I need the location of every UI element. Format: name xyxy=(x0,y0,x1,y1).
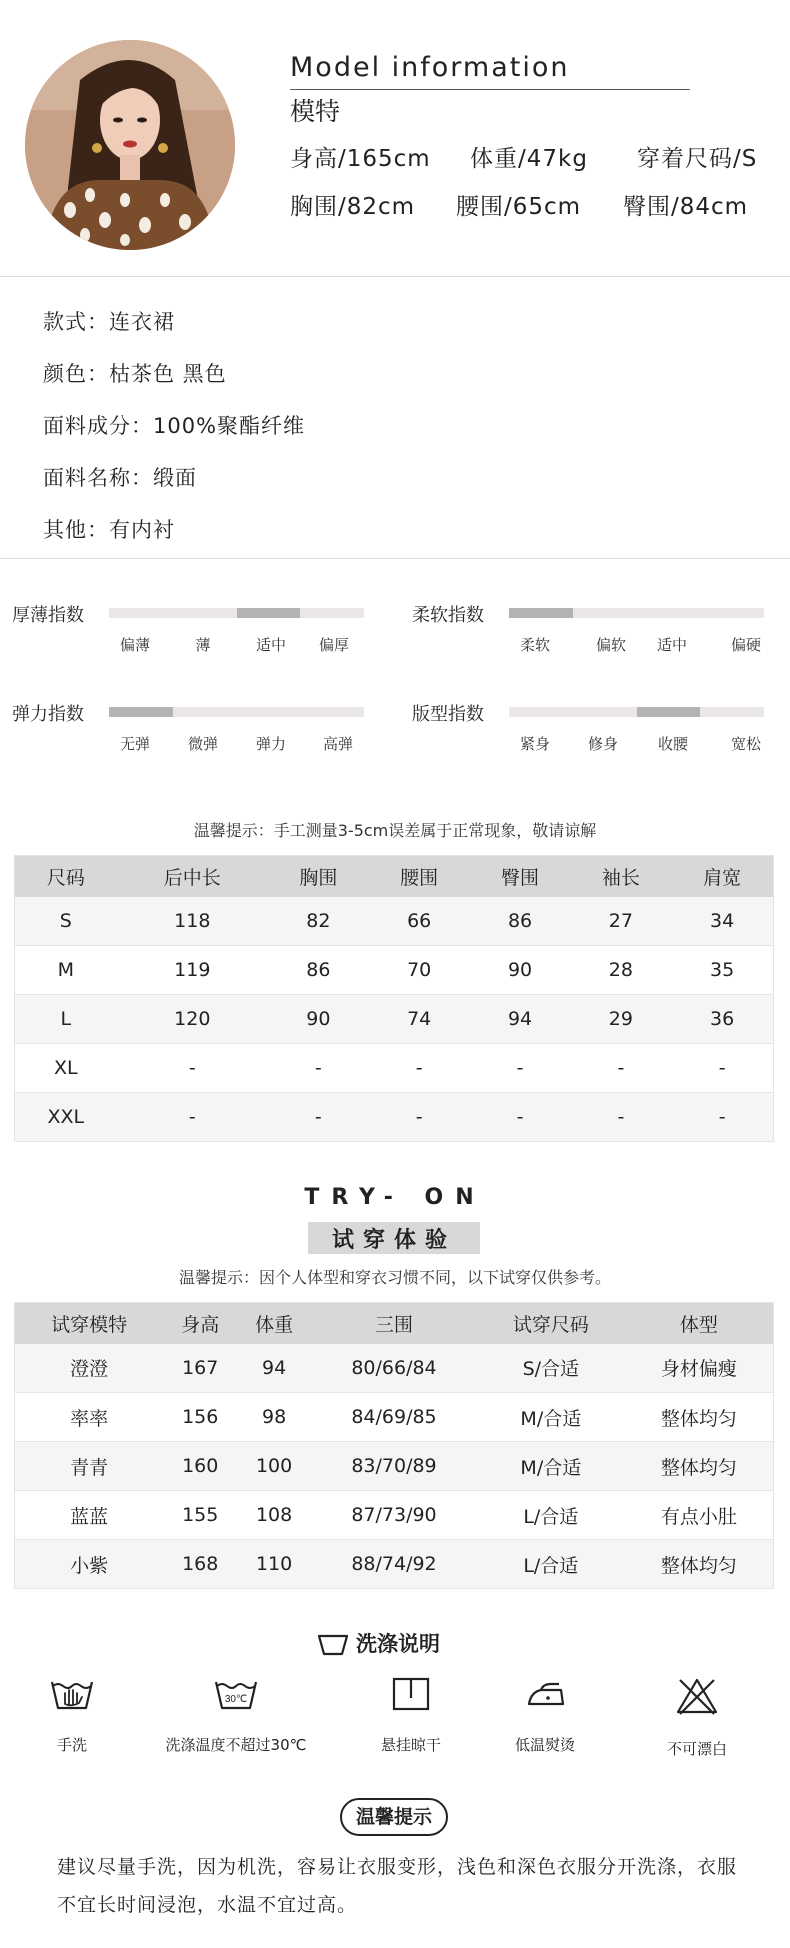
table-cell: 167 xyxy=(163,1344,237,1393)
thickness-option: 偏薄 xyxy=(119,636,151,654)
table-cell: - xyxy=(671,1044,773,1093)
softness-index-label: 柔软指数 xyxy=(412,605,484,626)
model-bust: 胸围/82cm xyxy=(290,194,416,220)
table-header-cell: 胸围 xyxy=(268,856,369,897)
table-cell: - xyxy=(268,1044,369,1093)
table-row xyxy=(15,1344,774,1393)
table-row xyxy=(15,1491,774,1540)
fit-index-label: 版型指数 xyxy=(412,704,484,725)
elasticity-index-track xyxy=(109,707,364,717)
table-cell: - xyxy=(470,1044,571,1093)
table-cell: 110 xyxy=(237,1540,311,1589)
table-cell: M/合适 xyxy=(477,1442,625,1491)
tips-text: 建议尽量手洗，因为机洗，容易让衣服变形，浅色和深色衣服分开洗涤，衣服不宜长时间浸泡，水温不宜过高。 xyxy=(57,1856,738,1916)
table-cell: 119 xyxy=(117,946,268,995)
table-cell: 率率 xyxy=(15,1393,164,1442)
table-cell: 120 xyxy=(117,995,268,1044)
softness-option: 偏硬 xyxy=(730,636,762,654)
table-cell: L/合适 xyxy=(477,1540,625,1589)
elasticity-index-label: 弹力指数 xyxy=(12,704,84,725)
thickness-index-track xyxy=(109,608,364,618)
table-cell: 28 xyxy=(570,946,671,995)
table-cell: 整体均匀 xyxy=(625,1393,774,1442)
table-cell: 小紫 xyxy=(15,1540,164,1589)
table-cell: S/合适 xyxy=(477,1344,625,1393)
model-info-title: Model information xyxy=(290,52,570,83)
table-cell: L/合适 xyxy=(477,1491,625,1540)
table-cell: 29 xyxy=(570,995,671,1044)
fit-index-track xyxy=(509,707,764,717)
table-header-cell: 三围 xyxy=(311,1303,477,1344)
table-cell: XL xyxy=(15,1044,117,1093)
table-row xyxy=(15,1442,774,1491)
table-cell: - xyxy=(117,1093,268,1142)
table-cell: 34 xyxy=(671,897,773,946)
model-size: 穿着尺码/S xyxy=(637,146,758,172)
table-cell: 70 xyxy=(369,946,470,995)
table-row xyxy=(15,1393,774,1442)
table-cell: S xyxy=(15,897,117,946)
detail-style: 款式：连衣裙 xyxy=(43,310,175,334)
detail-fabric: 面料名称：缎面 xyxy=(43,466,197,490)
table-cell: 98 xyxy=(237,1393,311,1442)
table-cell: 35 xyxy=(671,946,773,995)
table-row xyxy=(15,946,774,995)
thickness-index-label: 厚薄指数 xyxy=(12,605,84,626)
section-divider xyxy=(0,276,790,277)
table-cell: - xyxy=(369,1093,470,1142)
table-cell: 94 xyxy=(470,995,571,1044)
basin-icon xyxy=(318,1633,348,1657)
elasticity-option: 微弹 xyxy=(187,735,219,753)
tryon-title-cn: 试穿体验 xyxy=(331,1228,456,1253)
washing-title: 洗涤说明 xyxy=(356,1632,440,1656)
softness-index-track xyxy=(509,608,764,618)
table-cell: 118 xyxy=(117,897,268,946)
table-header-cell: 体型 xyxy=(625,1303,774,1344)
no-bleach-label: 不可漂白 xyxy=(666,1740,727,1758)
tryon-table xyxy=(14,1302,774,1589)
table-header-cell: 尺码 xyxy=(15,856,117,897)
thickness-option: 适中 xyxy=(255,636,287,654)
table-cell: - xyxy=(268,1093,369,1142)
table-header-cell: 臀围 xyxy=(470,856,571,897)
model-portrait-image xyxy=(25,40,235,250)
table-cell: 87/73/90 xyxy=(311,1491,477,1540)
table-header-cell: 试穿模特 xyxy=(15,1303,164,1344)
detail-composition: 面料成分：100%聚酯纤维 xyxy=(43,414,306,438)
section-divider xyxy=(0,558,790,559)
table-cell: 身材偏瘦 xyxy=(625,1344,774,1393)
table-header-cell: 体重 xyxy=(237,1303,311,1344)
table-cell: 94 xyxy=(237,1344,311,1393)
table-cell: - xyxy=(570,1044,671,1093)
fit-index-indicator xyxy=(637,707,701,717)
table-cell: 108 xyxy=(237,1491,311,1540)
table-cell: 86 xyxy=(470,897,571,946)
wash-30-label: 洗涤温度不超过30℃ xyxy=(165,1736,307,1754)
care-item-wash-30 xyxy=(156,1676,316,1755)
table-header-cell: 肩宽 xyxy=(671,856,773,897)
thickness-index-indicator xyxy=(237,608,301,618)
table-row xyxy=(15,897,774,946)
fit-option: 紧身 xyxy=(519,735,551,753)
hang-dry-icon xyxy=(391,1676,431,1712)
model-info-subtitle: 模特 xyxy=(290,97,341,126)
softness-index-indicator xyxy=(509,608,573,618)
table-cell: 36 xyxy=(671,995,773,1044)
table-row xyxy=(15,1093,774,1142)
wash-30-icon xyxy=(214,1676,258,1712)
care-item-hand-wash xyxy=(0,1676,152,1755)
table-header-row xyxy=(15,1303,774,1344)
model-avatar xyxy=(25,40,235,250)
table-cell: 100 xyxy=(237,1442,311,1491)
table-cell: - xyxy=(671,1093,773,1142)
table-cell: 160 xyxy=(163,1442,237,1491)
table-header-cell: 袖长 xyxy=(570,856,671,897)
table-cell: 青青 xyxy=(15,1442,164,1491)
table-cell: 整体均匀 xyxy=(625,1540,774,1589)
table-cell: 有点小肚 xyxy=(625,1491,774,1540)
care-item-low-iron xyxy=(465,1676,625,1755)
table-cell: - xyxy=(369,1044,470,1093)
table-cell: - xyxy=(570,1093,671,1142)
fit-option: 宽松 xyxy=(730,735,762,753)
fit-option: 修身 xyxy=(587,735,619,753)
table-cell: M/合适 xyxy=(477,1393,625,1442)
table-cell: 整体均匀 xyxy=(625,1442,774,1491)
table-header-cell: 后中长 xyxy=(117,856,268,897)
table-cell: 88/74/92 xyxy=(311,1540,477,1589)
fit-option: 收腰 xyxy=(657,735,689,753)
table-row xyxy=(15,1540,774,1589)
table-header-cell: 试穿尺码 xyxy=(477,1303,625,1344)
model-hip: 臀围/84cm xyxy=(623,194,749,220)
table-cell: 156 xyxy=(163,1393,237,1442)
hang-dry-label: 悬挂晾干 xyxy=(380,1736,441,1754)
wash-temperature: 30℃ xyxy=(224,1694,248,1705)
size-chart-table xyxy=(14,855,774,1142)
tips-title: 温馨提示 xyxy=(340,1798,448,1836)
tryon-tip: 温馨提示：因个人体型和穿衣习惯不同，以下试穿仅供参考。 xyxy=(178,1268,611,1287)
table-cell: M xyxy=(15,946,117,995)
hand-wash-label: 手洗 xyxy=(56,1736,87,1754)
table-cell: 155 xyxy=(163,1491,237,1540)
table-cell: 86 xyxy=(268,946,369,995)
table-cell: L xyxy=(15,995,117,1044)
detail-color: 颜色：枯茶色 黑色 xyxy=(43,362,227,386)
model-info-section xyxy=(0,0,790,276)
thickness-option: 偏厚 xyxy=(318,636,350,654)
no-bleach-icon xyxy=(675,1676,719,1716)
table-cell: - xyxy=(470,1093,571,1142)
model-weight: 体重/47kg xyxy=(470,146,588,172)
elasticity-option: 弹力 xyxy=(255,735,287,753)
model-height: 身高/165cm xyxy=(290,146,431,172)
elasticity-option: 无弹 xyxy=(119,735,151,753)
elasticity-index-indicator xyxy=(109,707,173,717)
table-row xyxy=(15,995,774,1044)
measurement-tip: 温馨提示：手工测量3-5cm误差属于正常现象，敬请谅解 xyxy=(193,821,597,840)
table-header-row xyxy=(15,856,774,897)
detail-other: 其他：有内衬 xyxy=(43,518,175,542)
table-cell: 90 xyxy=(470,946,571,995)
table-cell: 澄澄 xyxy=(15,1344,164,1393)
table-row xyxy=(15,1044,774,1093)
softness-option: 柔软 xyxy=(519,636,551,654)
table-cell: 84/69/85 xyxy=(311,1393,477,1442)
table-cell: 蓝蓝 xyxy=(15,1491,164,1540)
elasticity-option: 高弹 xyxy=(322,735,354,753)
table-cell: 66 xyxy=(369,897,470,946)
thickness-option: 薄 xyxy=(195,636,211,654)
table-cell: 27 xyxy=(570,897,671,946)
table-cell: - xyxy=(117,1044,268,1093)
softness-option: 适中 xyxy=(656,636,688,654)
model-waist: 腰围/65cm xyxy=(456,194,582,220)
title-underline xyxy=(290,89,690,90)
care-item-no-bleach xyxy=(617,1676,777,1759)
table-cell: 168 xyxy=(163,1540,237,1589)
low-iron-icon xyxy=(523,1676,567,1712)
table-cell: 90 xyxy=(268,995,369,1044)
table-cell: XXL xyxy=(15,1093,117,1142)
table-cell: 74 xyxy=(369,995,470,1044)
table-cell: 83/70/89 xyxy=(311,1442,477,1491)
table-header-cell: 腰围 xyxy=(369,856,470,897)
low-iron-label: 低温熨烫 xyxy=(514,1736,575,1754)
washing-header xyxy=(318,1628,478,1660)
table-header-cell: 身高 xyxy=(163,1303,237,1344)
tryon-title-en: TRY- ON xyxy=(304,1185,486,1210)
softness-option: 偏软 xyxy=(595,636,627,654)
hand-wash-icon xyxy=(50,1676,94,1712)
table-cell: 82 xyxy=(268,897,369,946)
table-cell: 80/66/84 xyxy=(311,1344,477,1393)
